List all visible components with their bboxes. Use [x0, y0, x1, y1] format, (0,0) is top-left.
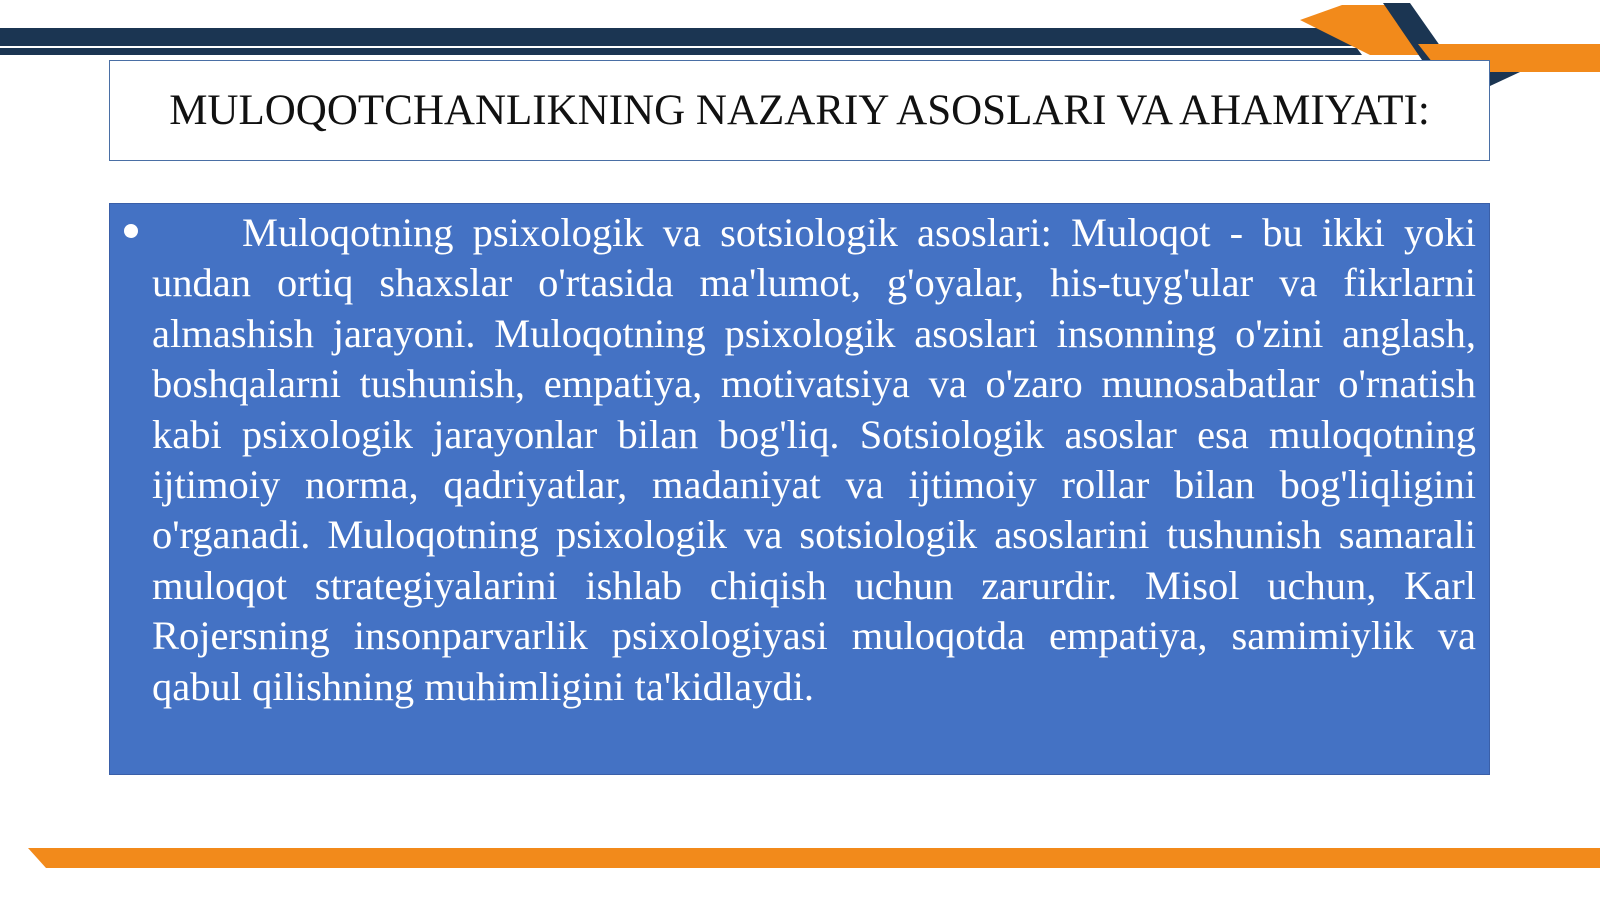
- slide-content-box: [109, 203, 1490, 775]
- bottom-decor-band: [0, 840, 1600, 870]
- bullet-icon: [124, 224, 138, 238]
- slide-title-box: [109, 60, 1490, 161]
- slide-title: MULOQOTCHANLIKNING NAZARIY ASOSLARI VA AHAMIYATI:: [169, 87, 1430, 134]
- slide-body-text: Muloqotning psixologik va sotsiologik asoslari: Muloqot - bu ikki yoki undan ortiq shaxslar o'rtasida ma'lumot, g'oyalar, his-tuyg'ular va fikrlarni almashish jarayoni. Muloqotning psixologik asoslari insonning o'zini anglash, boshqalarni tushunish, empatiya, motivatsiya va o'zaro munosabatlar o'rnatish kabi psixologik jarayonlar bilan bog'liq. Sotsiologik asoslar esa muloqotning ijtimoiy norma, qadriyatlar, madaniyat va ijtimoiy rollar bilan bog'liqligini o'rganadi. Muloqotning psixologik va sotsiologik asoslarini tushunish samarali muloqot strategiyalarini ishlab chiqish uchun zarurdir. Misol uchun, Karl Rojersning insonparvarlik psixologiyasi muloqotda empatiya, samimiylik va qabul qilishning muhimligini ta'kidlaydi.: [152, 210, 1476, 709]
